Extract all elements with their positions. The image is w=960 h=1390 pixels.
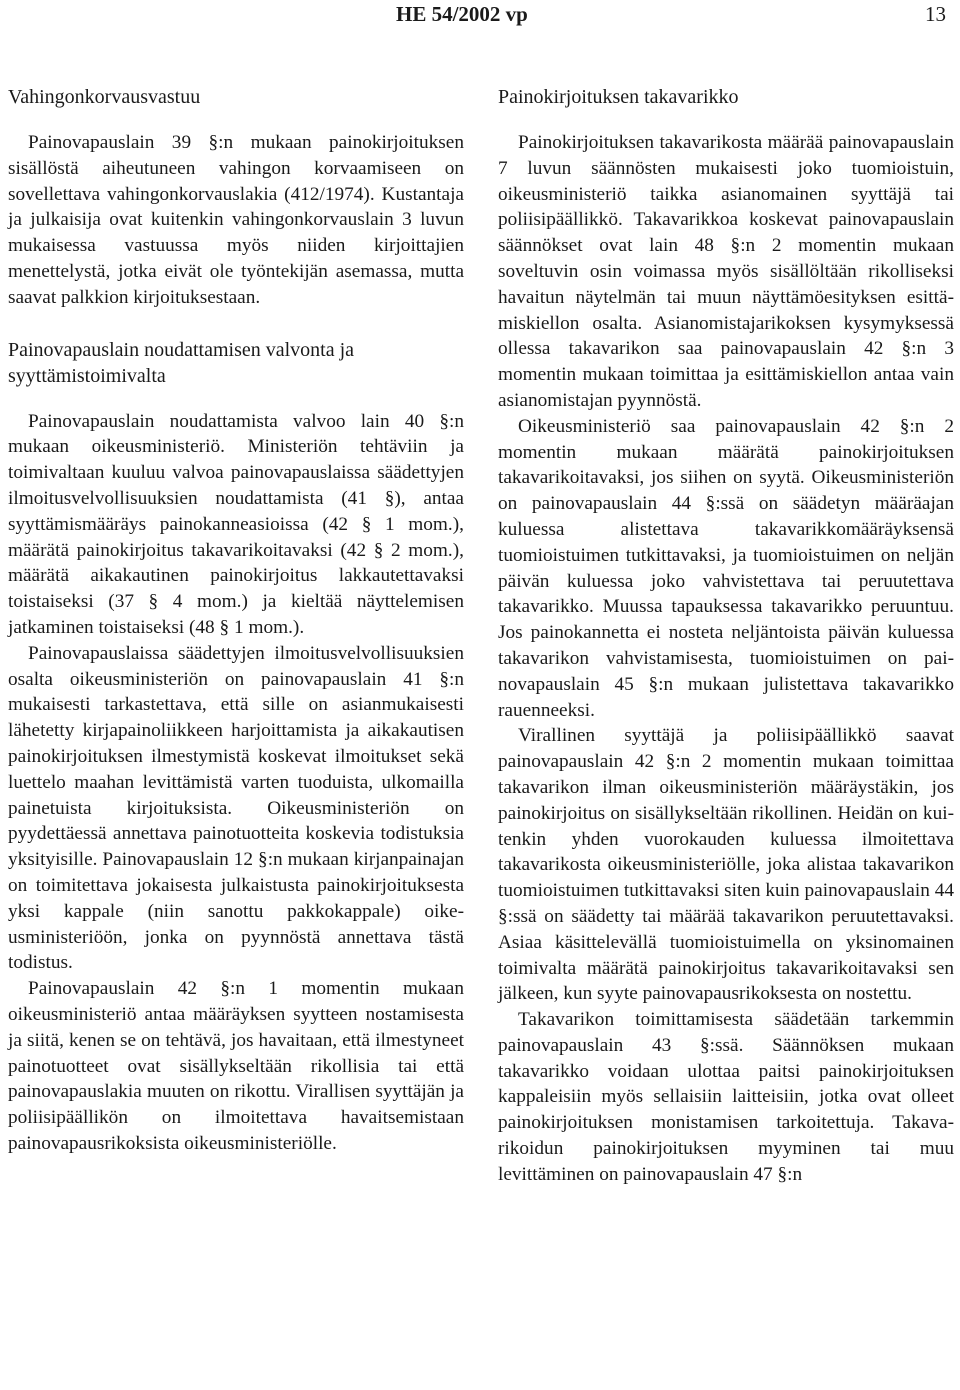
section-heading-damages-liability: Vahingonkorvausvastuu — [8, 86, 201, 108]
paragraph: Takavarikon toimittamisesta säädetään tarkemmin painovapauslain 43 §:ssä. Säännöksen mukaan takavarikko voidaan ulottaa paitsi painokirjoituksen kappaleisiin myös sellaisiin laitteisiin, jotka ovat olleet painokirjoituksen monistamisen tarkoitettuja. Takavarikoidun painokirjoituksen myyminen tai muu levittäminen on painovapauslain 47 §:n — [498, 1009, 954, 1185]
page-header — [0, 0, 960, 34]
paragraph: Painovapauslaissa säädettyjen ilmoitusvelvollisuuksien osalta oikeusministeriön on painovapauslain 41 §:n mukaisesti tarkastettava, että sille on asianmukaisesti lähetetty kirjapainoliikkeen harjoittamista ja aikakautisen painokirjoituksen ilmestymistä koskevat ilmoitukset sekä luettelo maahan levittämistä varten tuoduista, ulkomailla painetuista kirjoituksista. Oikeusministeriön on pyydettäessä annettava painotuotteita koskevia todistuksia yksityisille. Painovapauslain 12 §:n mukaan kirjanpainajan on toimitettava jokaisesta julkaistusta painokirjoituksesta yksi kappale (niin sanottu pakkokappale) oikeusministeriöön, jonka on pyynnöstä annettava tästä todistus. — [8, 642, 464, 974]
paragraph: Painokirjoituksen takavarikosta määrää painovapauslain 7 luvun säännösten mukaisesti joko tuomioistuin, oikeusministeriö taikka asianomainen syyttäjä tai poliisipäällikkö. Takavarikkoa koskevat painovapauslain säännökset ovat lain 48 §:n 2 momentin mukaan soveltuvin osin voimassa myös sisällöltään rikolliseksi havaitun näytelmän tai muun näyttämöesityksen esittämiskiellon osalta. Asianomistajarikoksen kysymyksessä ollessa takavarikon saa painovapauslain 42 §:n 3 momentin mukaan toimittaa ja esittämiskiellon antaa vain asianomistajan pyynnöstä. — [498, 132, 954, 411]
paragraph: Painovapauslain noudattamista valvoo lain 40 §:n mukaan oikeusministeriö. Ministeriön tehtäviin ja toimivaltaan kuuluu valvoa painovapauslaissa säädettyjen ilmoitusvelvollisuuksien noudattamista (41 §), antaa syyttämismääräys painokanneasioissa (42 § 1 mom.), määrätä painokirjoitus takavarikoitavaksi (42 § 2 mom.), määrätä aikakautinen painokirjoitus lakkautettavaksi toistaiseksi (37 § 4 mom.) ja kieltää näyttelemisen jatkaminen toistaiseksi (48 § 1 mom.). — [8, 410, 464, 638]
paragraph: Painovapauslain 42 §:n 1 momentin mukaan oikeusministeriö antaa määräyksen syytteen nostamisesta ja siitä, kenen se on tehtävä, jos havaitaan, että ilmestyneet painotuotteet ovat sisällykseltään rikollisia tai että painovapauslakia muuten on rikottu. Virallisen syyttäjän ja poliisipäällikön on ilmoitettava havaitsemistaan painovapausrikoksista oikeusministeriölle. — [8, 978, 464, 1154]
document-title: HE 54/2002 vp — [396, 2, 528, 26]
page-number: 13 — [925, 2, 946, 26]
right-column — [498, 84, 954, 1188]
paragraph: Oikeusministeriö saa painovapauslain 42 §:n 2 momentin mukaan määrätä painokirjoituksen takavarikoitavaksi, jos siihen on syytä. Oikeusministeriön on painovapauslain 44 §:ssä on säädetyn määräajan kuluessa alistettava takavarikkomääräyksensä tuomioistuimen tutkittavaksi, ja tuomioistuimen on neljän päivän kuluessa joko vahvistettava tai peruutettava takavarikko. Muussa tapauksessa takavarikko peruuntuu. Jos painokannetta ei nosteta neljäntoista päivän kuluessa takavarikon vahvistamisesta, tuomioistuimen on painovapauslain 45 §:n mukaan julistettava takavarikko rauenneeksi. — [498, 415, 954, 721]
section-heading-supervision: Painovapauslain noudattamisen valvonta ja syyttämistoimivalta — [8, 338, 355, 387]
left-column — [8, 84, 464, 1157]
paragraph: Painovapauslain 39 §:n mukaan painokirjoituksen sisällöstä aiheutuneen vahingon korvaamiseen on sovellettava vahingonkorvauslakia (412/1974). Kustantaja ja julkaisija ovat kuitenkin vahingonkorvauslain 3 luvun mukaisessa vastuussa myös niiden kirjoittajien menettelystä, jotka eivät ole työntekijän asemassa, mutta saavat palkkion kirjoituksestaan. — [8, 132, 464, 308]
section-heading-seizure: Painokirjoituksen takavarikko — [498, 86, 739, 108]
paragraph: Virallinen syyttäjä ja poliisipäällikkö saavat painovapauslain 42 §:n 2 momentin mukaan toimittaa takavarikon ilman oikeusministeriön määräystäkin, jos painokirjoitus on sisällykseltään rikollinen. Heidän on kuitenkin yhden vuorokauden kuluessa ilmoitettava takavarikosta oikeusministeriölle, joka alistaa takavarikon tuomioistuimen tutkittavaksi siten kuin painovapauslain 44 §:ssä on säädetty tai määrää takavarikon peruutettavaksi. Asiaa käsittelevällä tuomioistuimella on yksinomainen toimivalta määrätä painokirjoitus takavarikoitavaksi sen jälkeen, kun syyte painovapausrikoksesta on nostettu. — [498, 725, 954, 1005]
